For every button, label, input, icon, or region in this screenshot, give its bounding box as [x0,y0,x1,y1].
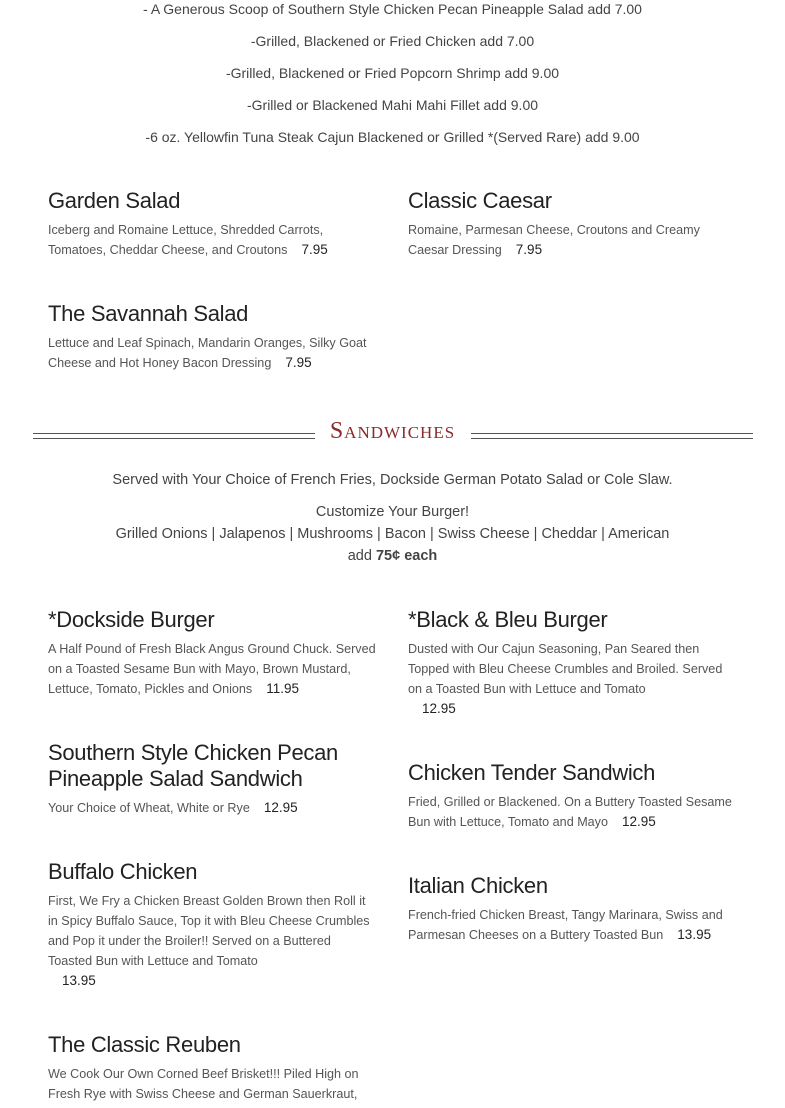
item-title: *Dockside Burger [48,607,215,632]
menu-item-black-bleu-burger [408,607,738,719]
addon-line: - A Generous Scoop of Southern Style Chicken Pecan Pineapple Salad add 7.00 [143,1,642,17]
menu-item-italian-chicken [408,873,748,945]
item-desc-text: A Half Pound of Fresh Black Angus Ground Chuck. Served on a Toasted Sesame Bun with Mayo, Brown Mustard, Lettuce, Tomato, Pickles and Onions [48,642,376,696]
item-title: Italian Chicken [408,873,548,898]
addon-line: -Grilled, Blackened or Fried Chicken add 7.00 [250,33,535,49]
addon-line: -Grilled, Blackened or Fried Popcorn Shrimp add 9.00 [225,65,560,81]
item-price: 7.95 [285,355,312,370]
item-description [408,220,728,260]
item-title: Chicken Tender Sandwich [408,760,656,785]
item-price: 7.95 [301,242,328,257]
item-desc-text: Lettuce and Leaf Spinach, Mandarin Oranges, Silky Goat Cheese and Hot Honey Bacon Dressing [48,336,367,370]
menu-item-dockside-burger [48,607,378,699]
item-description [408,639,738,719]
toppings-list: Grilled Onions | Jalapenos | Mushrooms | Bacon | Swiss Cheese | Cheddar | American [115,526,670,542]
menu-item-chicken-pecan-sandwich [48,740,383,818]
item-description [48,891,378,991]
menu-item-chicken-tender-sandwich [408,760,738,832]
menu-item-savannah-salad [48,301,368,373]
item-price: 7.95 [515,242,543,257]
menu-item-classic-reuben [48,1032,378,1104]
addon-line: -Grilled or Blackened Mahi Mahi Fillet add 9.00 [246,97,539,113]
item-title: Southern Style Chicken Pecan Pineapple Salad Sandwich [48,740,338,791]
item-title: The Classic Reuben [48,1032,241,1057]
item-description [48,220,368,260]
item-desc-text: Fried, Grilled or Blackened. On a Buttery Toasted Sesame Bun with Lettuce, Tomato and Mayo [408,795,732,829]
item-title: The Savannah Salad [48,301,249,326]
menu-item-classic-caesar [408,188,728,260]
item-desc-text: We Cook Our Own Corned Beef Brisket!!! Piled High on Fresh Rye with Swiss Cheese and German Sauerkraut, [48,1067,359,1101]
item-title: Garden Salad [48,188,181,213]
add-price: 75¢ each [375,548,438,564]
toppings-price [0,545,785,567]
item-desc-text: Your Choice of Wheat, White or Rye [48,801,250,815]
item-description [48,333,368,373]
item-title: Classic Caesar [408,188,552,213]
item-price: 11.95 [266,681,299,696]
item-description [48,1064,378,1104]
item-desc-text: First, We Fry a Chicken Breast Golden Brown then Roll it in Spicy Buffalo Sauce, Top it with Bleu Cheese Crumbles and Pop it under the Broiler!! Served on a Buttered Toasted Bun with Lettuce and Tomato [48,894,370,968]
item-title: Buffalo Chicken [48,859,198,884]
served-with-note: Served with Your Choice of French Fries, Dockside German Potato Salad or Cole Slaw. [112,472,673,488]
item-price: 12.95 [263,800,298,815]
section-title-sandwiches [0,418,785,445]
item-description [48,639,378,699]
item-price: 12.95 [622,814,656,829]
item-description [408,792,738,832]
item-desc-text: French-fried Chicken Breast, Tangy Marinara, Swiss and Parmesan Cheeses on a Buttery Toasted Bun [408,908,723,942]
section-title-text: Sandwiches [318,418,467,444]
addon-line: -6 oz. Yellowfin Tuna Steak Cajun Blackened or Grilled *(Served Rare) add 9.00 [145,129,640,145]
menu-item-garden-salad [48,188,368,260]
customize-heading: Customize Your Burger! [315,504,470,520]
item-price: 13.95 [62,973,96,988]
add-prefix: add [347,548,376,564]
menu-item-buffalo-chicken [48,859,378,991]
item-desc-text: Iceberg and Romaine Lettuce, Shredded Carrots, Tomatoes, Cheddar Cheese, and Croutons [48,223,324,257]
item-price: 12.95 [422,701,456,716]
item-title: *Black & Bleu Burger [408,607,608,632]
item-description [48,798,383,818]
item-description [408,905,748,945]
item-desc-text: Romaine, Parmesan Cheese, Croutons and Creamy Caesar Dressing [408,223,700,257]
item-desc-text: Dusted with Our Cajun Seasoning, Pan Seared then Topped with Bleu Cheese Crumbles and Broiled. Served on a Toasted Bun with Lettuce and Tomato [408,642,723,696]
item-price: 13.95 [677,927,712,942]
